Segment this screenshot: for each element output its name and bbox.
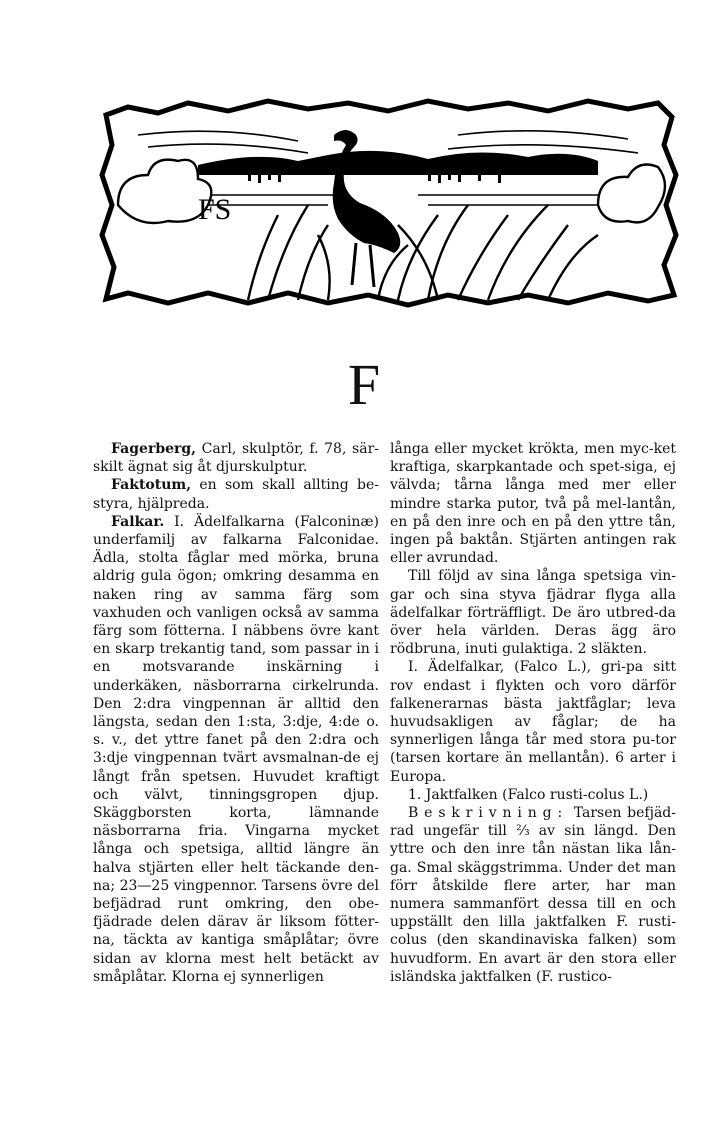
- headword: Fagerberg,: [111, 441, 197, 457]
- spaced-lead: I. Ädelfalkar,: [408, 659, 505, 676]
- entry-text: en som skall allting be-styra, hjälpreda.: [93, 477, 379, 512]
- section-letter: F: [347, 352, 381, 417]
- paragraph-text: Tarsen befjäd-rad ungefär till ⅔ av sin längd. Den yttre och den inre tån nästan lika lån-ga. Smal skäggstrimma. Under det man förr åtskilde flere arter, har man numera sammanfört dessa till en och uppställt den lilla jaktfalken F. rusti-colus (den skandinaviska falken) som huvudform. En avart är den stora eller isländska jaktfalken (F. rustico-: [390, 805, 676, 985]
- headword: Faktotum,: [111, 477, 192, 494]
- left-column: [93, 440, 379, 986]
- right-column: [390, 440, 676, 986]
- paragraph-text: (Falco L.), gri-pa sitt rov endast i flykten och voro därför falkenerarnas bästa jaktfåglar; leva huvudsakligen av fåglar; de ha synnerligen långa tår med stora pu-tor (tarsen kortare än mellantån). 6 arter i Europa.: [390, 659, 676, 785]
- entry-text: I. Ädelfalkarna (Falconinæ) underfamilj av falkarna Falconidae. Ädla, stolta fåglar med mörka, bruna aldrig gula ögon; omkring desamma en naken ring av samma färg som vaxhuden och vanligen också av samma färg som fötterna. I näbbens övre kant en skarp trekantig tand, som passar in i en motsvarande inskärning i underkäken, näsborrarna cirkelrunda. Den 2:dra vingpennan är alltid den längsta, sedan den 1:sta, 3:dje, 4:de o. s. v., det yttre fanet på den 2:dra och 3:dje vingpennan tvärt avsmalnan-de ej långt från spetsen. Huvudet kraftigt och välvt, tinningsgropen djup. Skäggborsten korta, lämnande näsborrarna fria. Vingarna mycket långa och spetsiga, alltid längre än halva stjärten eller helt täckande den-na; 23—25 vingpennor. Tarsens övre del befjädrad runt omkring, den obe-fjädrade delen därav är liksom fötter-na, täckta av kantiga småplåtar; övre sidan av klorna mest helt betäckt av småplåtar. Klorna ej synnerligen: [93, 513, 379, 985]
- paragraph-text: (Falco rusti-colus L.): [497, 786, 649, 803]
- entry-text: Carl, skulptör, f. 78, sär-skilt ägnat sig åt djurskulptur.: [93, 441, 379, 476]
- headword: Falkar.: [111, 513, 165, 530]
- entry-fagerberg: [93, 440, 379, 476]
- spaced-lead: Beskrivning:: [408, 805, 569, 822]
- paragraph: [390, 658, 676, 785]
- entry-falkar: [93, 513, 379, 986]
- crane-vignette-icon: [98, 95, 680, 310]
- entry-faktotum: [93, 476, 379, 512]
- paragraph: [390, 804, 676, 986]
- paragraph: långa eller mycket krökta, men myc-ket kraftiga, skarpkantade och spet-siga, ej välvda; tårna långa med mer eller mindre starka putor, två på mel-lantån, en på den inre och en på den yttre tån, ingen på baktån. Stjärten antingen rak eller avrundad.: [390, 441, 676, 567]
- paragraph: [390, 786, 676, 804]
- vignette-monogram: FS: [198, 193, 232, 226]
- paragraph: Till följd av sina långa spetsiga vin-gar och sina styva fjädrar flyga alla ädelfalkar förträffligt. De äro utbred-da över hela världen. Deras ägg äro rödbruna, inuti gulaktiga. 2 släkten.: [390, 568, 676, 658]
- spaced-lead: 1. Jaktfalken: [408, 786, 498, 803]
